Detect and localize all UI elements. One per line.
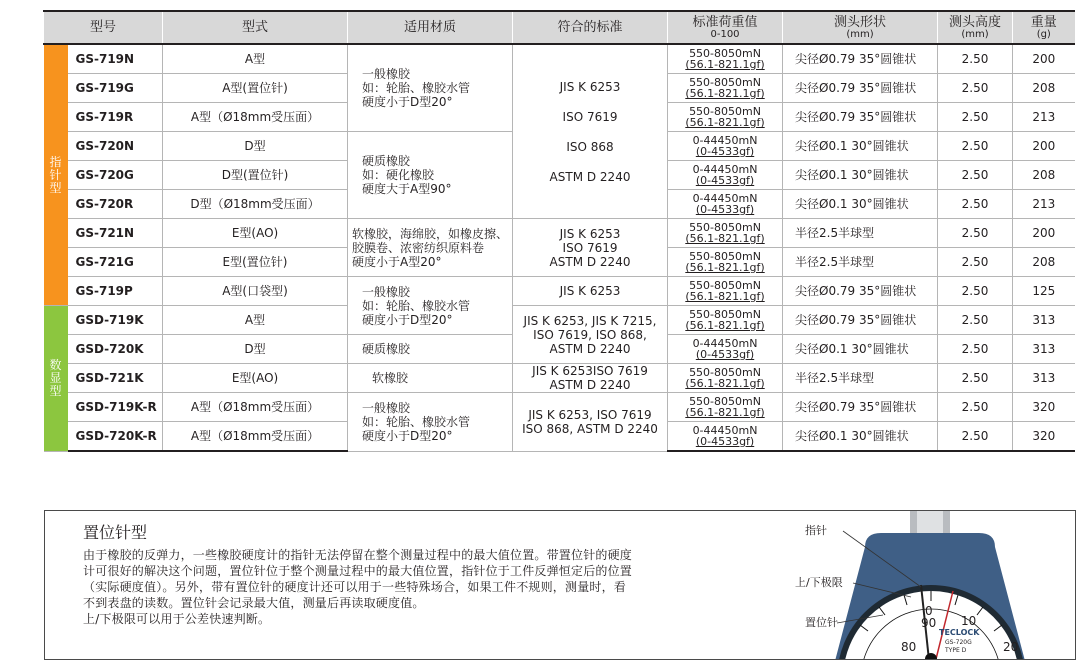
cell-model: GSD-719K-R: [68, 393, 163, 422]
cell-material: 软橡胶，海绵胶，如橡皮擦、 胶膜卷、浓密纺织原料卷 硬度小于A型20°: [348, 219, 513, 277]
cell-tip: 尖径Ø0.79 35°圆锥状: [783, 277, 938, 306]
cell-standard: JIS K 6253: [513, 277, 668, 306]
cell-material: 软橡胶: [348, 364, 513, 393]
cell-weight: 213: [1013, 190, 1075, 219]
cell-height: 2.50: [938, 132, 1013, 161]
cell-material: 一般橡胶 如：轮胎、橡胶水管 硬度小于D型20°: [348, 277, 513, 335]
header-tip-label: 测头形状: [834, 14, 887, 30]
gauge-figure: [725, 511, 1076, 660]
cell-weight: 313: [1013, 306, 1075, 335]
cell-height: 2.50: [938, 248, 1013, 277]
cell-weight: 313: [1013, 364, 1075, 393]
cell-load: 0-44450mN (0-4533gf): [668, 422, 783, 452]
cell-type: D型: [163, 132, 348, 161]
header-load: [668, 11, 783, 44]
cell-weight: 125: [1013, 277, 1075, 306]
dial-number-90: 90: [921, 616, 937, 630]
header-load-label: 标准荷重值: [692, 14, 758, 30]
header-tip-unit: (mm): [846, 28, 874, 40]
note-body: 由于橡胶的反弹力，一些橡胶硬度计的指针无法停留在整个测量过程中的最大值位置。带置位针的硬度 计可很好的解决这个问题，置位针位于整个测量过程中的最大值位置，指针位于工件反弹恒定后的位置 （实际硬度值）。另外，带有置位针的硬度计还可以用于一些特殊场合，如果工件不规则，测量时，看 不到表盘的读数。置位针会记录最大值，测量后再读取硬度值。 上/下极限可以用于公差快速判断。: [83, 548, 633, 626]
cell-type: A型: [163, 44, 348, 74]
header-weight: [1013, 11, 1075, 44]
cell-weight: 208: [1013, 248, 1075, 277]
cell-load: 0-44450mN (0-4533gf): [668, 335, 783, 364]
dial-number-20: 20: [1003, 640, 1019, 654]
spec-table: [43, 10, 1075, 452]
cell-height: 2.50: [938, 422, 1013, 452]
note-title: 置位针型: [83, 523, 148, 542]
cell-type: A型(置位针): [163, 74, 348, 103]
header-height-label: 测头高度: [949, 14, 1002, 30]
cell-height: 2.50: [938, 190, 1013, 219]
cell-weight: 200: [1013, 132, 1075, 161]
cell-load: 0-44450mN (0-4533gf): [668, 161, 783, 190]
cell-model: GSD-720K-R: [68, 422, 163, 452]
table-row: [44, 277, 1075, 306]
cell-model: GS-719P: [68, 277, 163, 306]
cell-height: 2.50: [938, 103, 1013, 132]
group-label-pointer: 指针型: [44, 44, 68, 306]
header-height: [938, 11, 1013, 44]
cell-load: 550-8050mN (56.1-821.1gf): [668, 219, 783, 248]
cell-model: GSD-720K: [68, 335, 163, 364]
cell-weight: 208: [1013, 74, 1075, 103]
cell-standard: JIS K 6253 ISO 7619 ASTM D 2240: [513, 219, 668, 277]
cell-height: 2.50: [938, 393, 1013, 422]
cell-type: D型（Ø18mm受压面）: [163, 190, 348, 219]
cell-tip: 尖径Ø0.1 30°圆锥状: [783, 161, 938, 190]
table-row: [44, 393, 1075, 422]
cell-model: GSD-721K: [68, 364, 163, 393]
cell-model: GS-720R: [68, 190, 163, 219]
cell-tip: 尖径Ø0.79 35°圆锥状: [783, 103, 938, 132]
header-material: 适用材质: [348, 11, 513, 44]
cell-height: 2.50: [938, 219, 1013, 248]
cell-height: 2.50: [938, 306, 1013, 335]
cell-load: 550-8050mN (56.1-821.1gf): [668, 364, 783, 393]
cell-tip: 半径2.5半球型: [783, 248, 938, 277]
cell-material: 硬质橡胶: [348, 335, 513, 364]
cell-tip: 半径2.5半球型: [783, 219, 938, 248]
cell-weight: 320: [1013, 393, 1075, 422]
dial-type-text: TYPE D: [945, 647, 967, 654]
cell-type: A型: [163, 306, 348, 335]
header-type: 型式: [163, 11, 348, 44]
cell-standard: JIS K 6253, JIS K 7215, ISO 7619, ISO 868, ASTM D 2240: [513, 306, 668, 364]
gauge-illustration: [725, 511, 1076, 660]
brand-logo-text: TECLOCK: [939, 628, 980, 637]
cell-weight: 320: [1013, 422, 1075, 452]
cell-type: A型（Ø18mm受压面）: [163, 103, 348, 132]
table-row: [44, 219, 1075, 248]
cell-height: 2.50: [938, 277, 1013, 306]
table-row: [44, 306, 1075, 335]
cell-type: A型（Ø18mm受压面）: [163, 393, 348, 422]
cell-tip: 尖径Ø0.79 35°圆锥状: [783, 306, 938, 335]
cell-standard: JIS K 6253ISO 7619 ASTM D 2240: [513, 364, 668, 393]
cell-type: E型(AO): [163, 364, 348, 393]
cell-weight: 213: [1013, 103, 1075, 132]
cell-type: E型(AO): [163, 219, 348, 248]
cell-load: 0-44450mN (0-4533gf): [668, 190, 783, 219]
cell-load: 550-8050mN (56.1-821.1gf): [668, 103, 783, 132]
cell-material: 一般橡胶 如：轮胎、橡胶水管 硬度小于D型20°: [348, 393, 513, 452]
cell-weight: 200: [1013, 219, 1075, 248]
cell-weight: 200: [1013, 44, 1075, 74]
callout-pointer: 指针: [805, 524, 827, 537]
cell-tip: 半径2.5半球型: [783, 364, 938, 393]
cell-model: GS-721G: [68, 248, 163, 277]
cell-tip: 尖径Ø0.79 35°圆锥状: [783, 44, 938, 74]
cell-height: 2.50: [938, 44, 1013, 74]
header-model: 型号: [44, 11, 163, 44]
cell-type: A型(口袋型): [163, 277, 348, 306]
cell-model: GS-719G: [68, 74, 163, 103]
cell-type: E型(置位针): [163, 248, 348, 277]
cell-weight: 208: [1013, 161, 1075, 190]
cell-load: 550-8050mN (56.1-821.1gf): [668, 306, 783, 335]
header-standard: 符合的标准: [513, 11, 668, 44]
cell-model: GS-719N: [68, 44, 163, 74]
cell-load: 550-8050mN (56.1-821.1gf): [668, 44, 783, 74]
cell-height: 2.50: [938, 161, 1013, 190]
header-load-range: 0-100: [710, 28, 740, 40]
dial-number-80: 80: [901, 640, 917, 654]
cell-tip: 尖径Ø0.1 30°圆锥状: [783, 132, 938, 161]
cell-type: D型: [163, 335, 348, 364]
dial-model-text: GS-720G: [945, 639, 972, 646]
cell-load: 0-44450mN (0-4533gf): [668, 132, 783, 161]
cell-load: 550-8050mN (56.1-821.1gf): [668, 393, 783, 422]
cell-height: 2.50: [938, 364, 1013, 393]
cell-material: 一般橡胶 如：轮胎、橡胶水管 硬度小于D型20°: [348, 44, 513, 132]
cell-height: 2.50: [938, 74, 1013, 103]
cell-model: GS-720N: [68, 132, 163, 161]
cell-tip: 尖径Ø0.79 35°圆锥状: [783, 74, 938, 103]
cell-load: 550-8050mN (56.1-821.1gf): [668, 248, 783, 277]
cell-material: 硬质橡胶 如：硬化橡胶 硬度大于A型90°: [348, 132, 513, 219]
cell-load: 550-8050mN (56.1-821.1gf): [668, 277, 783, 306]
cell-type: D型(置位针): [163, 161, 348, 190]
dial-number-0: 0: [925, 604, 933, 618]
cell-type: A型（Ø18mm受压面）: [163, 422, 348, 452]
cell-model: GS-719R: [68, 103, 163, 132]
cell-tip: 尖径Ø0.1 30°圆锥状: [783, 190, 938, 219]
cell-standard: JIS K 6253 ISO 7619 ISO 868 ASTM D 2240: [513, 44, 668, 219]
cell-tip: 尖径Ø0.79 35°圆锥状: [783, 393, 938, 422]
cell-model: GS-720G: [68, 161, 163, 190]
header-height-unit: (mm): [961, 28, 989, 40]
header-weight-unit: (g): [1036, 28, 1051, 40]
callout-limit: 上/下极限: [795, 576, 843, 589]
group-label-digital: 数显型: [44, 306, 68, 452]
dial-number-10: 10: [961, 614, 977, 628]
cell-tip: 尖径Ø0.1 30°圆锥状: [783, 422, 938, 452]
set-pin-note-box: [44, 510, 1076, 660]
cell-standard: JIS K 6253, ISO 7619 ISO 868, ASTM D 2240: [513, 393, 668, 452]
cell-model: GSD-719K: [68, 306, 163, 335]
table-row: [44, 364, 1075, 393]
header-tip: [783, 11, 938, 44]
cell-weight: 313: [1013, 335, 1075, 364]
cell-model: GS-721N: [68, 219, 163, 248]
table-row: [44, 44, 1075, 74]
cell-load: 550-8050mN (56.1-821.1gf): [668, 74, 783, 103]
cell-height: 2.50: [938, 335, 1013, 364]
cell-tip: 尖径Ø0.1 30°圆锥状: [783, 335, 938, 364]
header-weight-label: 重量: [1030, 14, 1057, 30]
table-header-row: [44, 11, 1075, 44]
callout-set-pin: 置位针: [805, 616, 838, 629]
